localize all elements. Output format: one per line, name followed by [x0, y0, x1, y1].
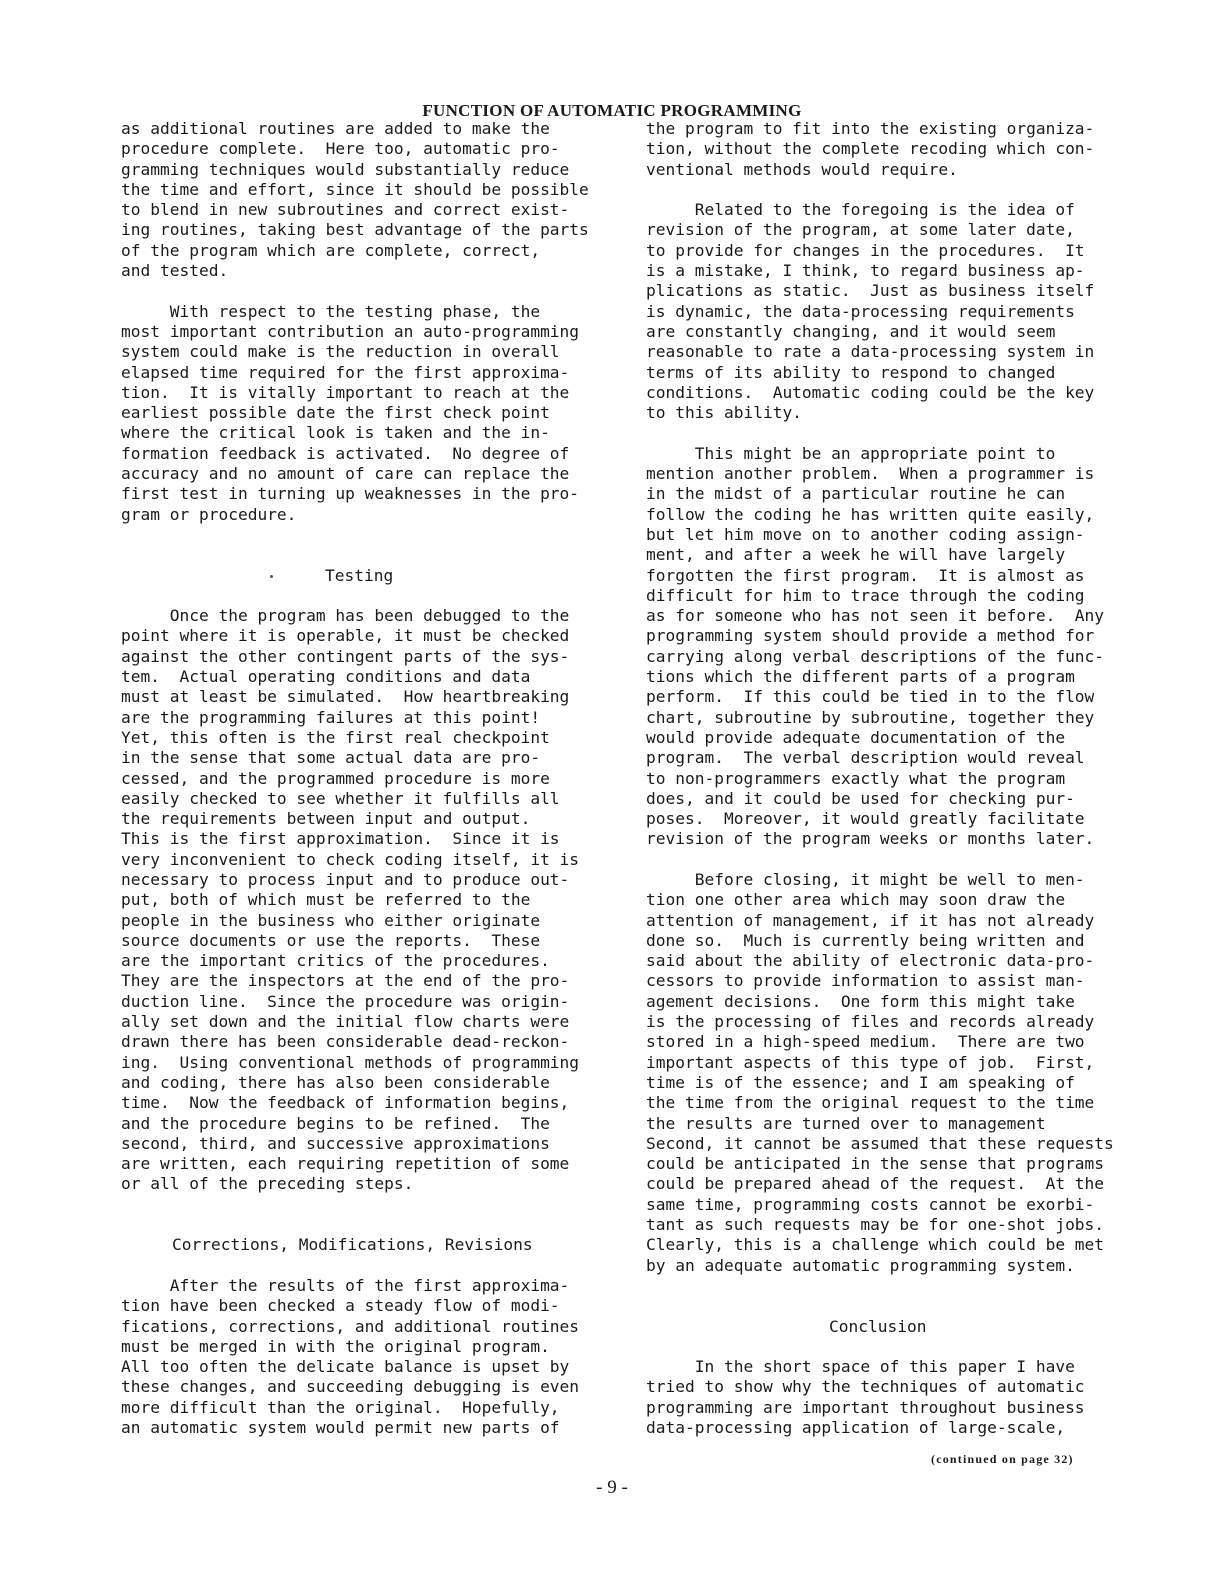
text-line: put, both of which must be referred to the	[121, 890, 531, 910]
continued-note: (continued on page 32)	[931, 1452, 1074, 1466]
text-line: by an adequate automatic programming system.	[646, 1255, 1075, 1275]
text-line: is a mistake, I think, to regard business ap-	[646, 261, 1085, 281]
text-line: plications as static. Just as business itself	[646, 281, 1095, 301]
text-line: Second, it cannot be assumed that these requests	[646, 1133, 1114, 1153]
text-line: time is of the essence; and I am speaking of	[646, 1072, 1075, 1092]
text-line: ally set down and the initial flow charts were	[121, 1012, 570, 1032]
text-line: as additional routines are added to make the	[121, 119, 550, 138]
text-line: gram or procedure.	[121, 504, 297, 524]
text-line: In the short space of this paper I have	[646, 1357, 1075, 1377]
text-line: programming are important throughout business	[646, 1397, 1085, 1417]
text-line: tion. It is vitally important to reach at the	[121, 382, 570, 402]
text-line: could be anticipated in the sense that programs	[646, 1154, 1105, 1174]
text-line: these changes, and succeeding debugging is even	[121, 1377, 580, 1397]
text-line: are the programming failures at this point!	[121, 707, 541, 727]
text-line: tant as such requests may be for one-shot jobs.	[646, 1215, 1105, 1235]
text-line: ventional methods would require.	[646, 159, 958, 179]
section-heading-corrections: Corrections, Modifications, Revisions	[172, 1235, 533, 1255]
left-column	[121, 119, 596, 1438]
text-line: procedure complete. Here too, automatic pro-	[121, 139, 560, 159]
page-title: FUNCTION OF AUTOMATIC PROGRAMMING	[422, 101, 802, 120]
paragraph	[646, 444, 1126, 850]
text-line: where the critical look is taken and the in-	[121, 423, 550, 443]
text-line: but let him move on to another coding assign-	[646, 524, 1085, 544]
text-line: perform. If this could be tied in to the flow	[646, 687, 1095, 707]
text-line: the time from the original request to the time	[646, 1093, 1095, 1113]
text-line: reasonable to rate a data-processing system in	[646, 342, 1095, 362]
text-line: must be merged in with the original program.	[121, 1336, 550, 1356]
text-line: program. The verbal description would reveal	[646, 748, 1085, 768]
text-line: the program to fit into the existing organiza-	[646, 119, 1095, 138]
text-line: This is the first approximation. Since it is	[121, 829, 560, 849]
text-line: and the procedure begins to be refined. The	[121, 1113, 550, 1133]
text-line: the results are turned over to management	[646, 1113, 1046, 1133]
text-line: formation feedback is activated. No degree of	[121, 443, 570, 463]
text-line: is dynamic, the data-processing requirements	[646, 301, 1075, 321]
text-line: Once the program has been debugged to the	[121, 606, 570, 626]
text-line: elapsed time required for the first approxima-	[121, 362, 570, 382]
text-line: to blend in new subroutines and correct exist-	[121, 200, 570, 220]
text-line: said about the ability of electronic data-pro-	[646, 951, 1095, 971]
text-line: drawn there has been considerable dead-reckon-	[121, 1032, 570, 1052]
text-line: same time, programming costs cannot be exorbi-	[646, 1194, 1095, 1214]
text-line: to provide for changes in the procedures. It	[646, 240, 1085, 260]
text-line: first test in turning up weaknesses in the pro-	[121, 484, 580, 504]
text-line: They are the inspectors at the end of the pro-	[121, 971, 570, 991]
paragraph	[121, 1276, 596, 1438]
text-line: difficult for him to trace through the coding	[646, 585, 1085, 605]
text-line: cessors to provide information to assist man-	[646, 971, 1085, 991]
paragraph	[121, 119, 596, 281]
text-line: important aspects of this type of job. First,	[646, 1052, 1095, 1072]
text-line: earliest possible date the first check point	[121, 403, 550, 423]
text-line: After the results of the first approxima-	[121, 1275, 570, 1295]
text-line: is the processing of files and records already	[646, 1012, 1095, 1032]
text-line: chart, subroutine by subroutine, together they	[646, 707, 1095, 727]
text-line: to non-programmers exactly what the program	[646, 768, 1066, 788]
section-heading-conclusion: Conclusion	[829, 1316, 927, 1336]
text-line: the requirements between input and output.	[121, 809, 531, 829]
section-heading-testing: Testing	[325, 565, 394, 585]
text-line: are constantly changing, and it would seem	[646, 321, 1056, 341]
text-line: easily checked to see whether it fulfills all	[121, 788, 560, 808]
paragraph	[646, 200, 1126, 423]
text-line: Clearly, this is a challenge which could be met	[646, 1235, 1105, 1255]
text-line: the time and effort, since it should be possible	[121, 179, 589, 199]
text-line: terms of its ability to respond to changed	[646, 362, 1056, 382]
text-line: mention another problem. When a programmer is	[646, 464, 1095, 484]
text-line: This might be an appropriate point to	[646, 443, 1056, 463]
text-line: ment, and after a week he will have largely	[646, 545, 1066, 565]
text-line: must at least be simulated. How heartbreaking	[121, 687, 570, 707]
text-line: tion, without the complete recoding which con-	[646, 139, 1095, 159]
text-line: revision of the program weeks or months later.	[646, 829, 1095, 849]
text-line: and coding, there has also been considerable	[121, 1072, 550, 1092]
text-line: Before closing, it might be well to men-	[646, 869, 1085, 889]
text-line: data-processing application of large-scale,	[646, 1418, 1066, 1437]
text-line: poses. Moreover, it would greatly facilitate	[646, 809, 1085, 829]
text-line: are written, each requiring repetition of some	[121, 1154, 570, 1174]
text-line: done so. Much is currently being written and	[646, 930, 1085, 950]
text-line: duction line. Since the procedure was origin-	[121, 991, 570, 1011]
text-line: gramming techniques would substantially reduce	[121, 159, 570, 179]
text-line: Related to the foregoing is the idea of	[646, 200, 1075, 220]
text-line: people in the business who either originate	[121, 910, 541, 930]
text-line: necessary to process input and to produce out-	[121, 869, 570, 889]
text-line: system could make is the reduction in overall	[121, 342, 560, 362]
text-line: tion have been checked a steady flow of modi-	[121, 1296, 560, 1316]
text-line: are the important critics of the procedures.	[121, 951, 550, 971]
text-line: in the midst of a particular routine he can	[646, 484, 1066, 504]
text-line: tion one other area which may soon draw the	[646, 890, 1066, 910]
text-line: accuracy and no amount of care can replace the	[121, 464, 570, 484]
text-line: ing routines, taking best advantage of the parts	[121, 220, 589, 240]
text-line: does, and it could be used for checking pur-	[646, 788, 1075, 808]
text-line: All too often the delicate balance is upset by	[121, 1357, 570, 1377]
text-line: fications, corrections, and additional routines	[121, 1316, 580, 1336]
text-line: or all of the preceding steps.	[121, 1174, 414, 1194]
text-line: in the sense that some actual data are pro-	[121, 748, 541, 768]
text-line: as for someone who has not seen it before. Any	[646, 606, 1105, 626]
text-line: to this ability.	[646, 403, 802, 423]
text-line: time. Now the feedback of information begins,	[121, 1093, 570, 1113]
page-number: - 9 -	[596, 1477, 628, 1498]
right-column	[646, 119, 1126, 1438]
text-line: forgotten the first program. It is almost as	[646, 565, 1085, 585]
text-line: would provide adequate documentation of the	[646, 727, 1066, 747]
text-line: Yet, this often is the first real checkpoint	[121, 727, 550, 747]
text-line: agement decisions. One form this might take	[646, 991, 1075, 1011]
text-line: stored in a high-speed medium. There are two	[646, 1032, 1085, 1052]
paragraph	[646, 870, 1126, 1276]
text-line: more difficult than the original. Hopefully,	[121, 1397, 560, 1417]
text-line: against the other contingent parts of the sys-	[121, 646, 570, 666]
text-line: and tested.	[121, 261, 229, 281]
text-line: follow the coding he has written quite easily,	[646, 504, 1095, 524]
text-line: programming system should provide a method for	[646, 626, 1095, 646]
paragraph	[646, 1357, 1126, 1438]
text-line: attention of management, if it has not already	[646, 910, 1095, 930]
text-line: conditions. Automatic coding could be the key	[646, 382, 1095, 402]
text-line: carrying along verbal descriptions of the func-	[646, 646, 1105, 666]
text-line: tions which the different parts of a program	[646, 667, 1075, 687]
text-line: most important contribution an auto-programming	[121, 321, 580, 341]
text-line: tried to show why the techniques of automatic	[646, 1377, 1085, 1397]
paragraph	[121, 302, 596, 525]
paragraph	[121, 606, 596, 1195]
text-line: point where it is operable, it must be checked	[121, 626, 570, 646]
text-line: revision of the program, at some later date,	[646, 220, 1075, 240]
text-line: cessed, and the programmed procedure is more	[121, 768, 550, 788]
text-line: very inconvenient to check coding itself, it is	[121, 849, 580, 869]
text-line: tem. Actual operating conditions and data	[121, 667, 531, 687]
print-speck	[270, 575, 273, 578]
text-line: could be prepared ahead of the request. At the	[646, 1174, 1105, 1194]
text-line: of the program which are complete, correct,	[121, 240, 541, 260]
text-line: an automatic system would permit new parts of	[121, 1418, 560, 1437]
text-line: ing. Using conventional methods of programming	[121, 1052, 580, 1072]
text-line: second, third, and successive approximations	[121, 1133, 550, 1153]
paragraph	[646, 119, 1126, 180]
text-line: With respect to the testing phase, the	[121, 301, 541, 321]
text-line: source documents or use the reports. These	[121, 930, 541, 950]
